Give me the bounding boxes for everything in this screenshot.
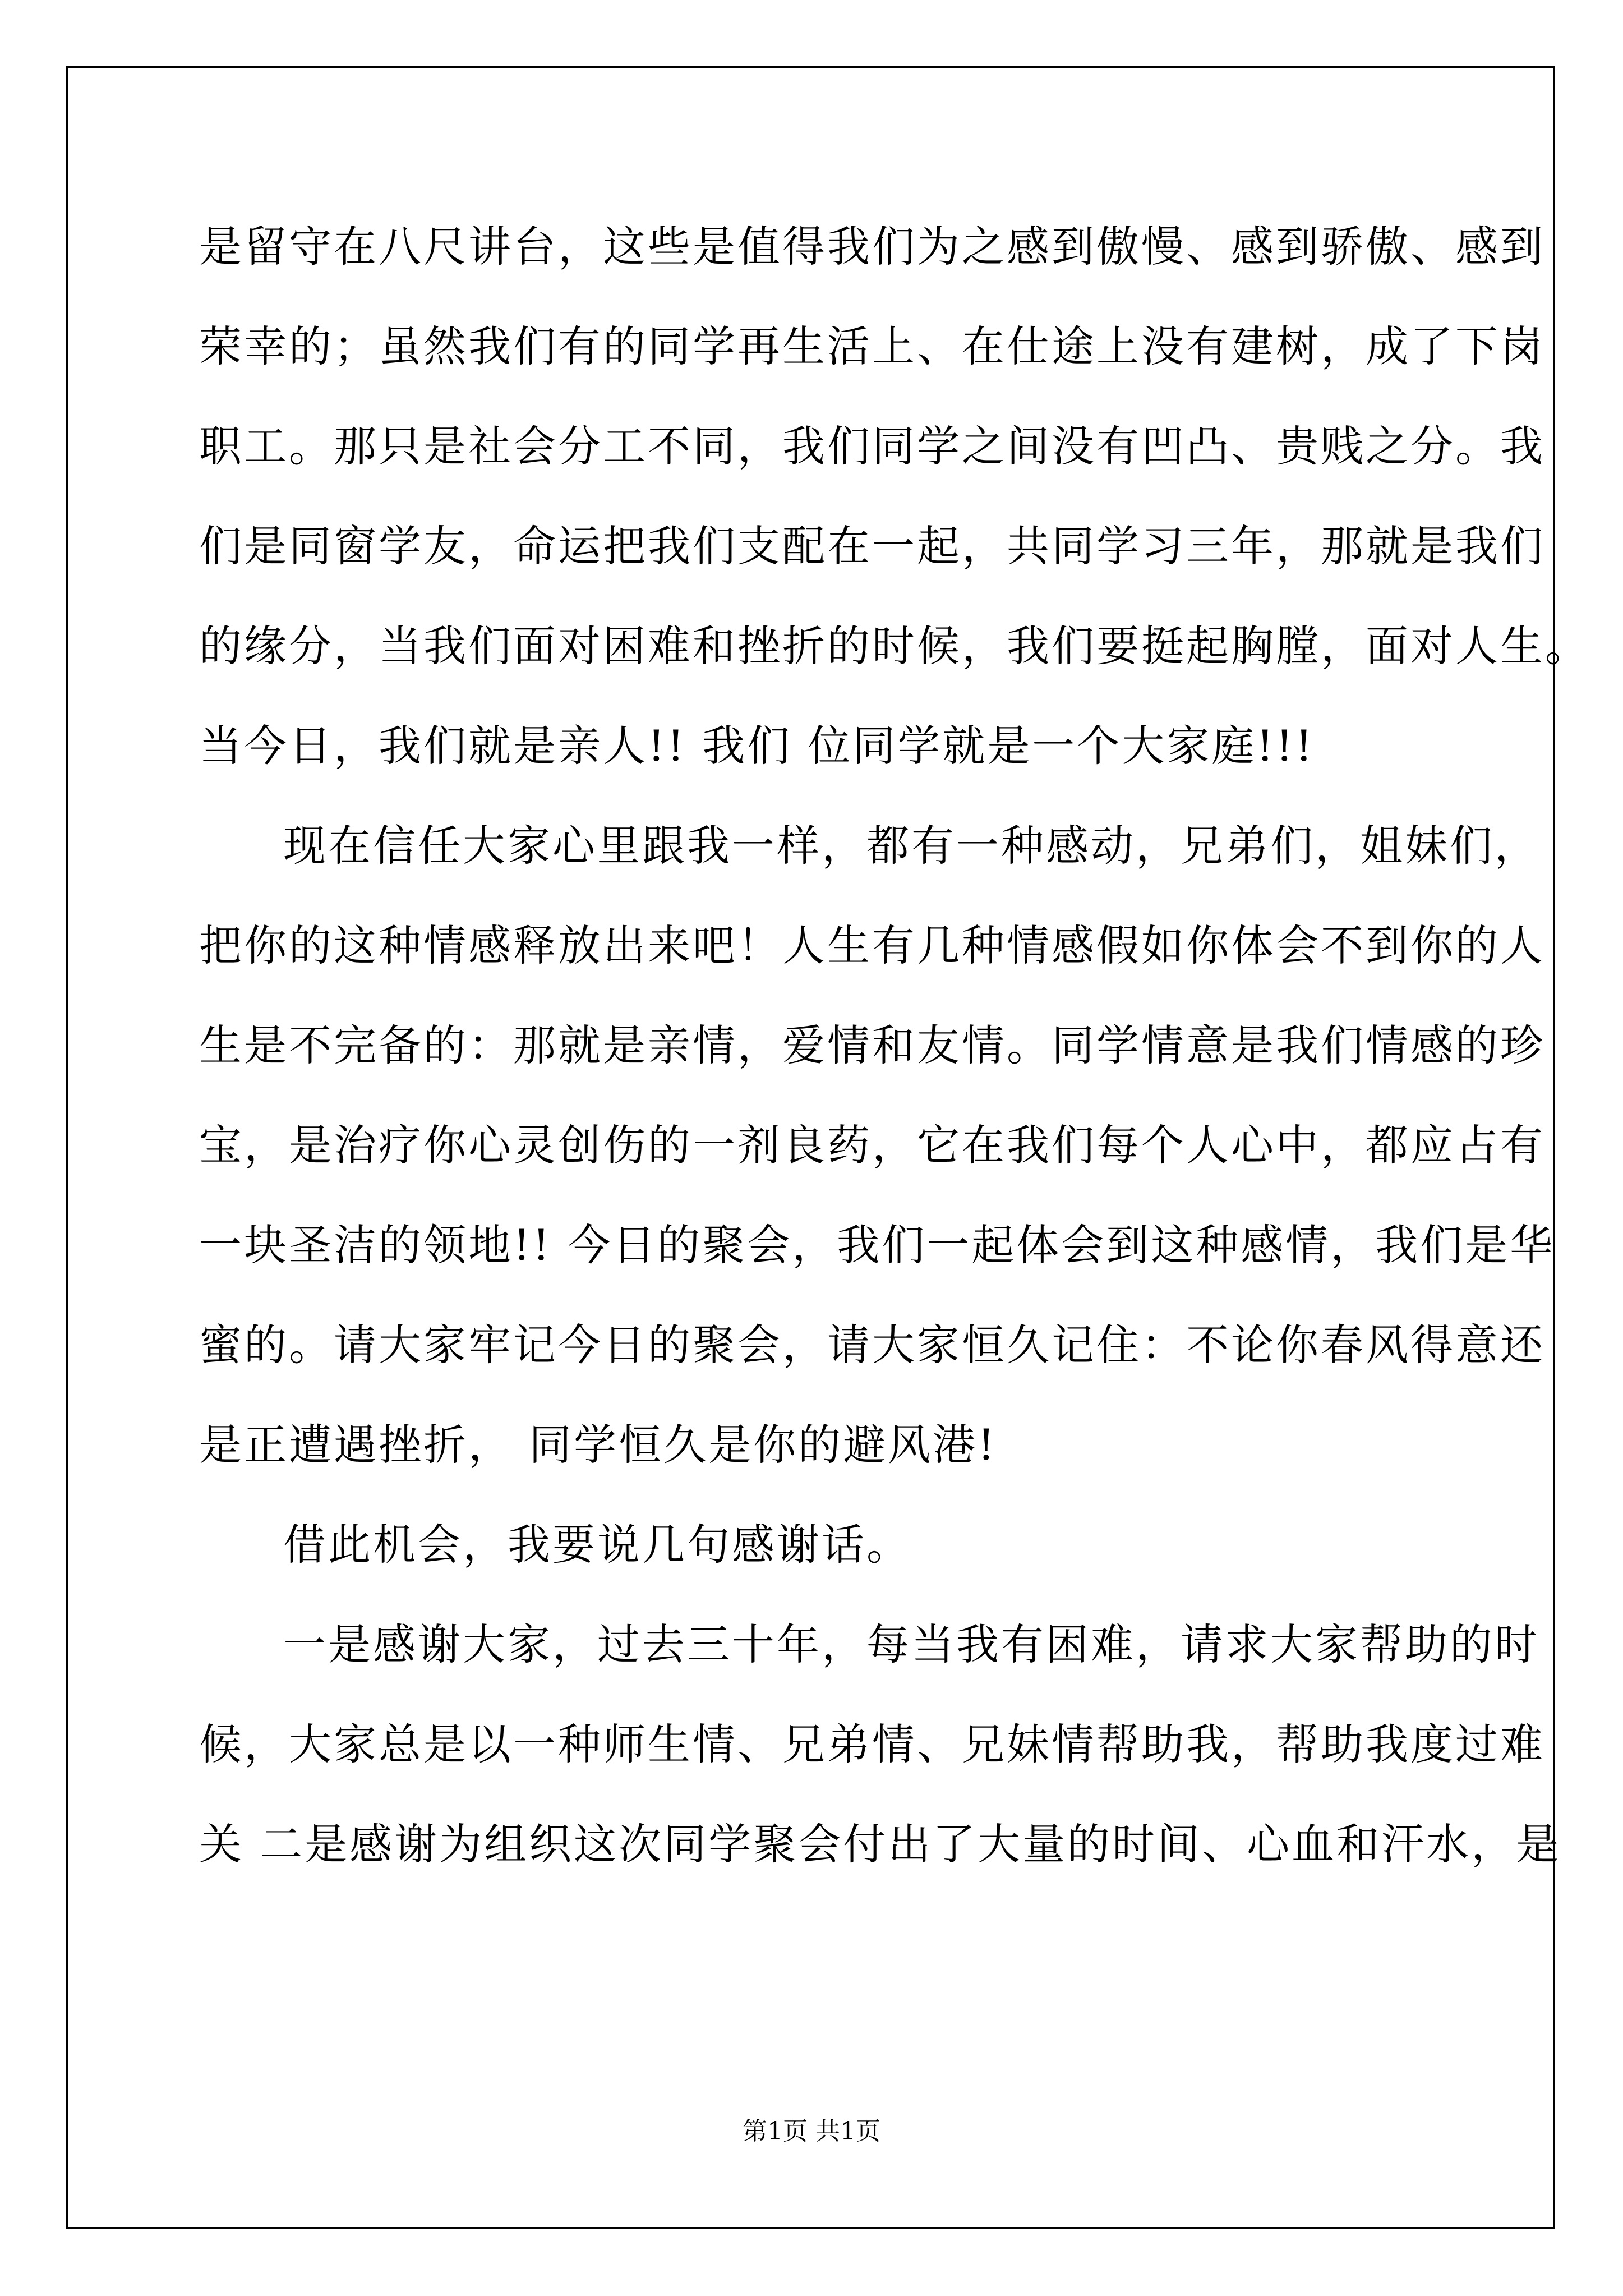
text-line: 蜜的。请大家牢记今日的聚会，请大家恒久记住：不论你春风得意还 [199, 1320, 1545, 1370]
text-line: 宝，是治疗你心灵创伤的一剂良药，它在我们每个人心中，都应占有 [199, 1120, 1545, 1170]
page-footer: 第1页 共1页 [743, 2117, 880, 2146]
text-line: 的缘分，当我们面对困难和挫折的时候，我们要挺起胸膛，面对人生。 [199, 621, 1590, 671]
text-line: 荣幸的；虽然我们有的同学再生活上、在仕途上没有建树，成了下岗 [199, 321, 1545, 371]
text-line: 关 二是感谢为组织这次同学聚会付出了大量的时间、心血和汗水，是 [199, 1819, 1561, 1869]
text-line: 是正遭遇挫折， 同学恒久是你的避风港! [199, 1420, 997, 1470]
paragraph-start-line: 借此机会，我要说几句感谢话。 [283, 1520, 911, 1570]
text-line: 当今日，我们就是亲人!! 我们 位同学就是一个大家庭!!! [199, 721, 1315, 771]
text-line: 生是不完备的：那就是亲情，爱情和友情。同学情意是我们情感的珍 [199, 1020, 1545, 1070]
text-line: 一块圣洁的领地!! 今日的聚会，我们一起体会到这种感情，我们是华 [199, 1220, 1555, 1270]
paragraph-start-line: 现在信任大家心里跟我一样，都有一种感动，兄弟们，姐妹们， [283, 821, 1539, 871]
text-line: 候，大家总是以一种师生情、兄弟情、兄妹情帮助我，帮助我度过难 [199, 1719, 1545, 1769]
text-line: 职工。那只是社会分工不同，我们同学之间没有凹凸、贵贱之分。我 [199, 421, 1545, 471]
text-line: 们是同窗学友，命运把我们支配在一起，共同学习三年，那就是我们 [199, 521, 1545, 571]
text-line: 是留守在八尺讲台，这些是值得我们为之感到傲慢、感到骄傲、感到 [199, 222, 1545, 272]
text-line: 把你的这种情感释放出来吧！人生有几种情感假如你体会不到你的人 [199, 921, 1545, 970]
paragraph-start-line: 一是感谢大家，过去三十年，每当我有困难，请求大家帮助的时 [283, 1619, 1539, 1669]
